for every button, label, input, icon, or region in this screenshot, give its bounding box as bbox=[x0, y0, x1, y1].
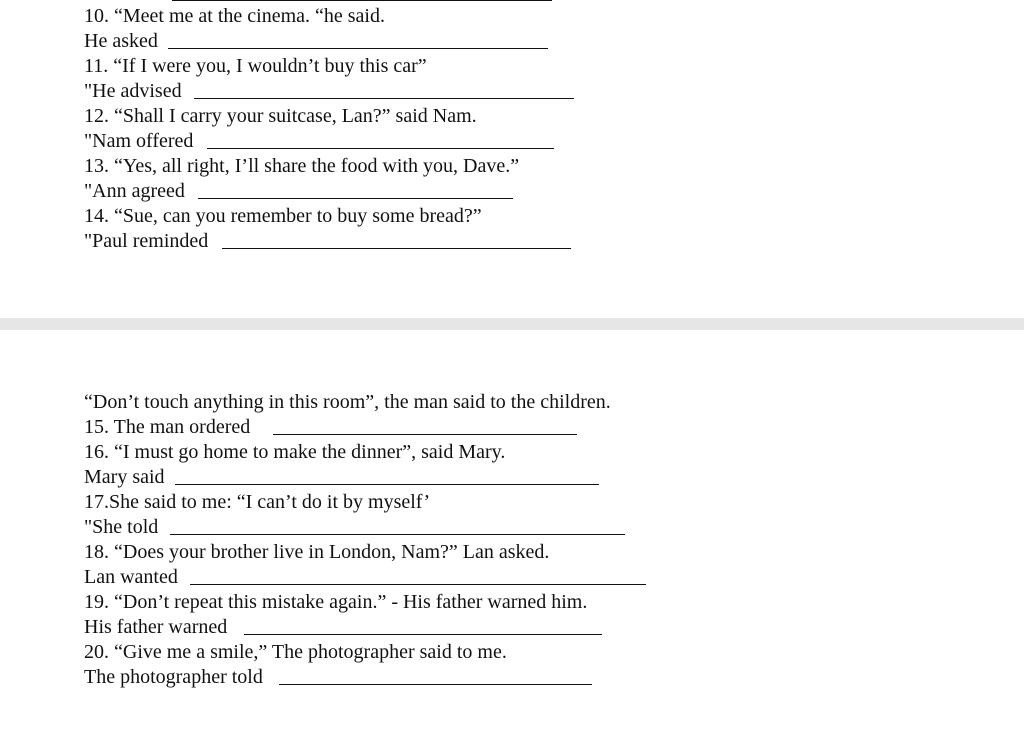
question-14-prompt: 14. “Sue, can you remember to buy some bread?” bbox=[84, 205, 482, 227]
question-19-answer-label: His father warned bbox=[84, 616, 228, 638]
question-19-answer-line[interactable] bbox=[244, 634, 602, 635]
question-15-answer-label: 15. The man ordered bbox=[84, 416, 251, 438]
question-20-answer-label: The photographer told bbox=[84, 666, 263, 688]
question-17-answer-label: "She told bbox=[84, 516, 159, 538]
question-19-prompt: 19. “Don’t repeat this mistake again.” - His father warned him. bbox=[84, 591, 588, 613]
question-13-prompt: 13. “Yes, all right, I’ll share the food with you, Dave.” bbox=[84, 155, 520, 177]
question-13-answer-line[interactable] bbox=[198, 198, 513, 199]
question-16-answer-line[interactable] bbox=[175, 484, 599, 485]
question-14-answer-label: "Paul reminded bbox=[84, 230, 209, 252]
question-12-answer-line[interactable] bbox=[207, 148, 554, 149]
question-15-intro: “Don’t touch anything in this room”, the man said to the children. bbox=[84, 391, 611, 413]
question-18-prompt: 18. “Does your brother live in London, Nam?” Lan asked. bbox=[84, 541, 550, 563]
question-16-prompt: 16. “I must go home to make the dinner”, said Mary. bbox=[84, 441, 506, 463]
question-20-answer-line[interactable] bbox=[279, 684, 592, 685]
question-18-answer-line[interactable] bbox=[190, 584, 646, 585]
question-10-answer-label: He asked bbox=[84, 30, 158, 52]
page-separator bbox=[0, 318, 1024, 330]
question-20-prompt: 20. “Give me a smile,” The photographer said to me. bbox=[84, 641, 507, 663]
question-18-answer-label: Lan wanted bbox=[84, 566, 178, 588]
question-16-answer-label: Mary said bbox=[84, 466, 165, 488]
question-17-answer-line[interactable] bbox=[170, 534, 625, 535]
question-12-answer-label: "Nam offered bbox=[84, 130, 194, 152]
worksheet-page-top bbox=[0, 0, 1024, 318]
question-10-answer-line[interactable] bbox=[168, 48, 548, 49]
answer-line-previous bbox=[172, 0, 552, 1]
question-13-answer-label: "Ann agreed bbox=[84, 180, 185, 202]
question-11-prompt: 11. “If I were you, I wouldn’t buy this car” bbox=[84, 55, 427, 77]
question-11-answer-label: "He advised bbox=[84, 80, 182, 102]
question-14-answer-line[interactable] bbox=[222, 248, 571, 249]
question-17-prompt: 17.She said to me: “I can’t do it by myself’ bbox=[84, 491, 431, 513]
worksheet-page-bottom bbox=[0, 330, 1024, 741]
question-10-prompt: 10. “Meet me at the cinema. “he said. bbox=[84, 5, 385, 27]
question-11-answer-line[interactable] bbox=[194, 98, 574, 99]
question-12-prompt: 12. “Shall I carry your suitcase, Lan?” said Nam. bbox=[84, 105, 477, 127]
question-15-answer-line[interactable] bbox=[273, 434, 577, 435]
